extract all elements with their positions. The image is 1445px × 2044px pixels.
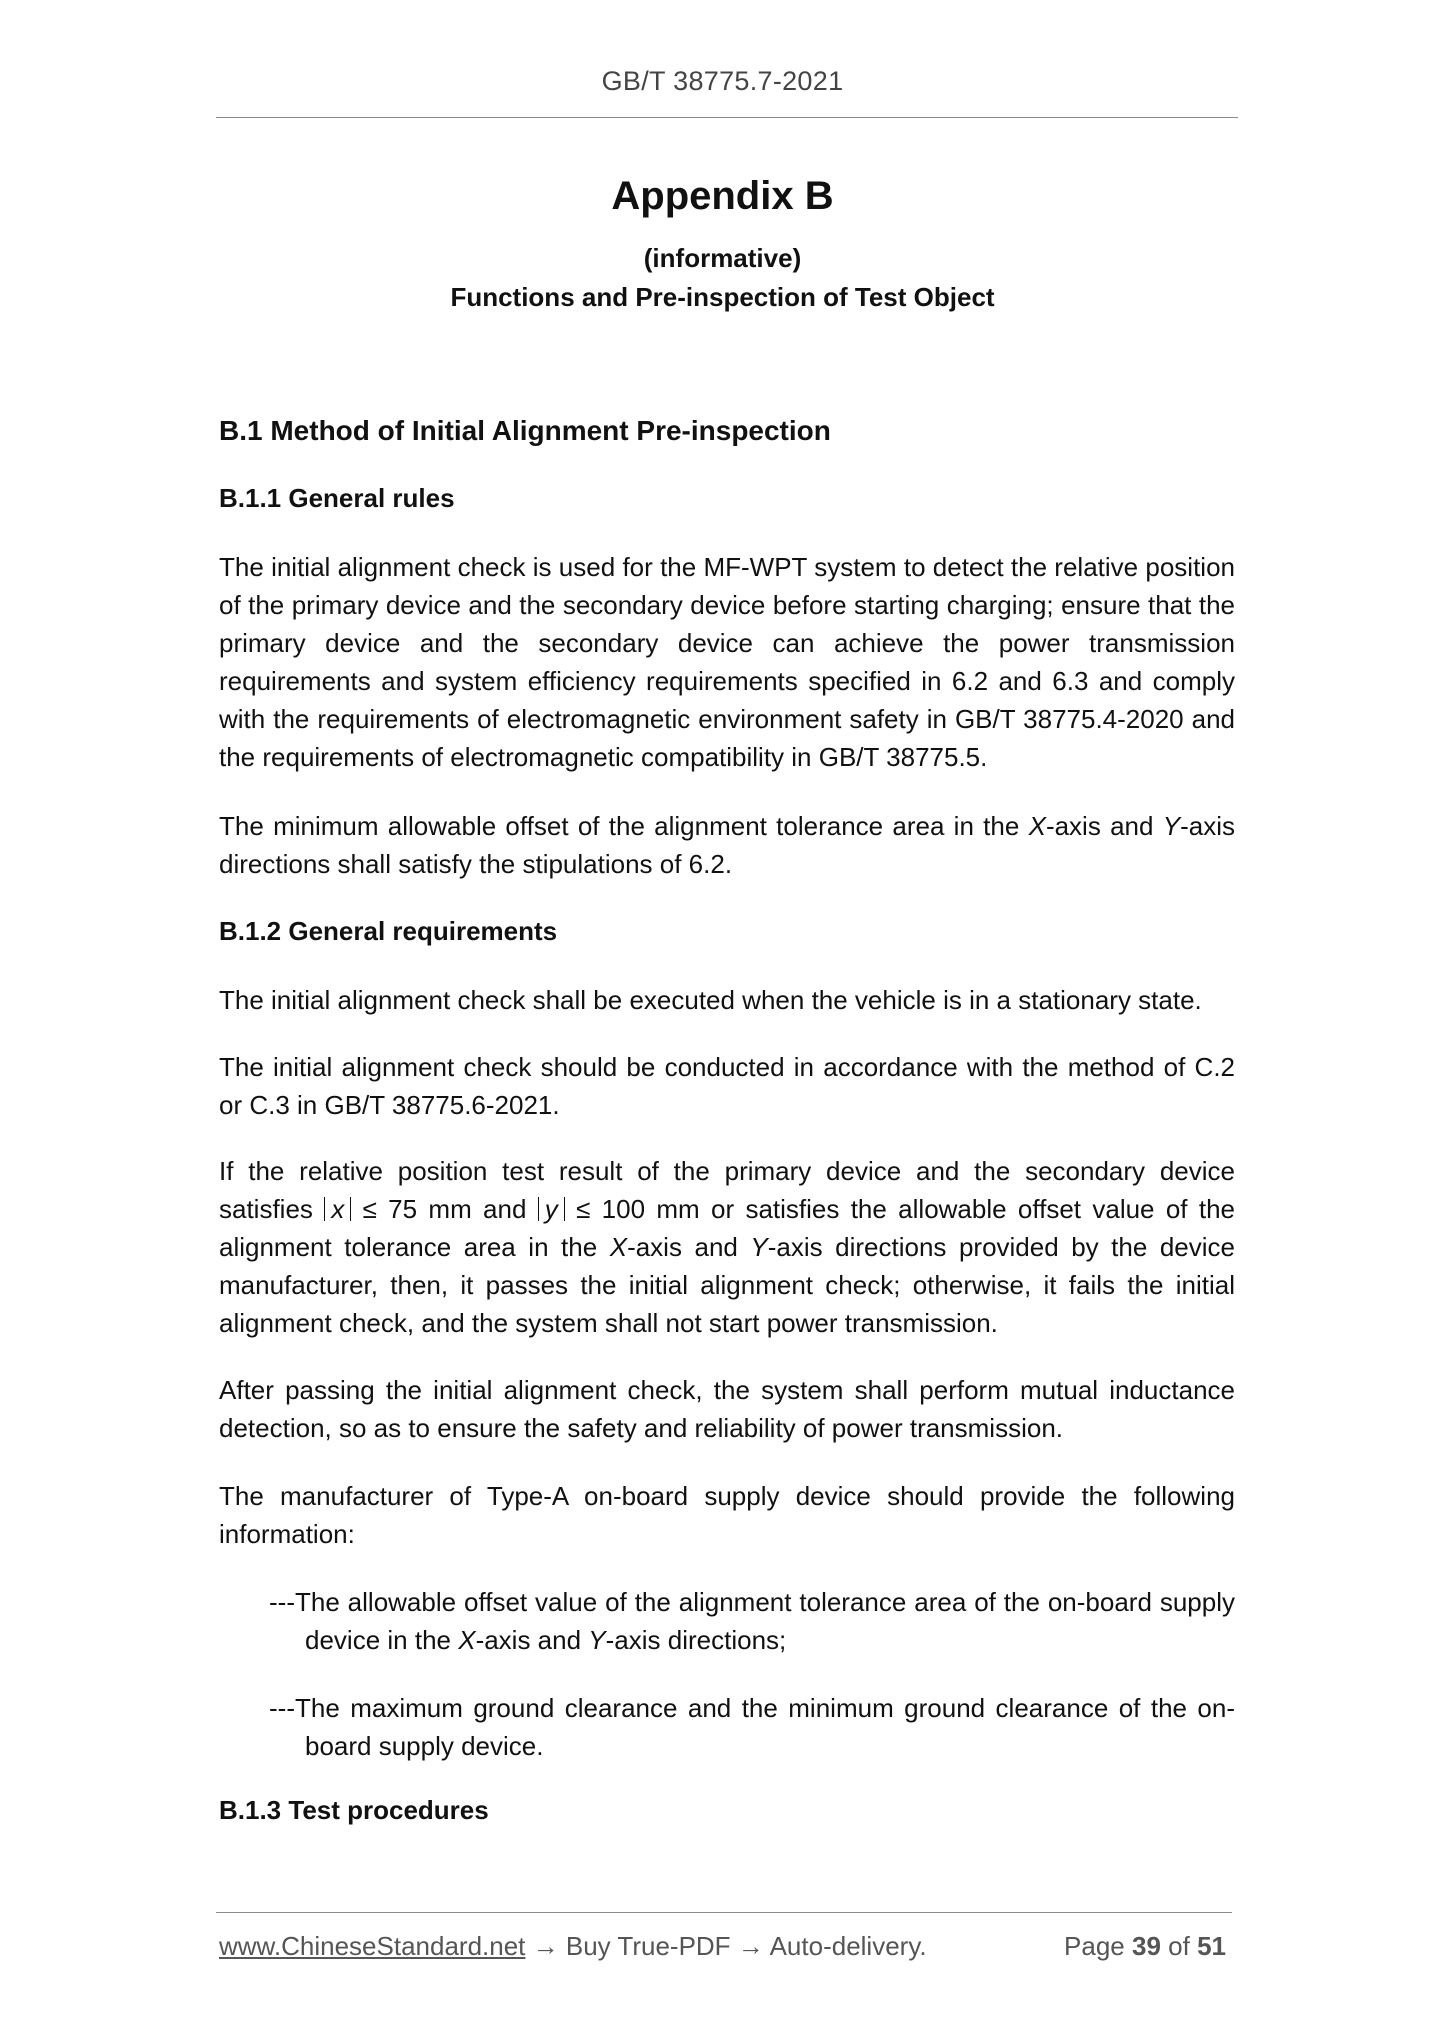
paragraph: After passing the initial alignment check, the system shall perform mutual inductance detection, so as to ensure the safety and reliability of power transmission.	[219, 1375, 1235, 1443]
text: ---The allowable offset value of the alignment tolerance area of the on-board supply device in the	[269, 1587, 1235, 1655]
paragraph	[219, 807, 1235, 883]
text: -axis and	[475, 1625, 589, 1655]
appendix-title: Appendix B	[611, 174, 834, 218]
paragraph: The initial alignment check is used for the MF-WPT system to detect the relative position of the primary device and the secondary device before starting charging; ensure that the primary device and the secondary device can achieve the power transmission requirements and system efficiency requirements specified in 6.2 and 6.3 and comply with the requirements of electromagnetic environment safety in GB/T 38775.4-2020 and the requirements of electromagnetic compatibility in GB/T 38775.5.	[219, 552, 1235, 772]
text: -axis and	[1045, 811, 1163, 841]
paragraph: The manufacturer of Type-A on-board supply device should provide the following information:	[219, 1481, 1235, 1549]
section-b12-heading: B.1.2 General requirements	[219, 916, 558, 946]
axis-x: X	[609, 1232, 628, 1262]
list-item: ---The maximum ground clearance and the minimum ground clearance of the on-board supply device.	[269, 1693, 1235, 1761]
text: The minimum allowable offset of the alignment tolerance area in the	[219, 811, 1029, 841]
page-label: Page	[1064, 1931, 1125, 1961]
list-item	[269, 1583, 1235, 1659]
axis-y: Y	[750, 1232, 768, 1262]
appendix-subtitle: Functions and Pre-inspection of Test Object	[450, 282, 995, 312]
axis-y: Y	[1162, 811, 1181, 841]
axis-x: X	[458, 1625, 476, 1655]
section-b1-heading: B.1 Method of Initial Alignment Pre-inspection	[219, 415, 831, 446]
page-number: 39	[1132, 1931, 1161, 1961]
header-rule	[216, 117, 1238, 118]
delivery-text: Auto-delivery.	[769, 1931, 927, 1961]
text: ≤ 100 mm or satisfies the allowable offset value of the alignment tolerance area in the	[219, 1194, 1235, 1262]
section-b13-heading: B.1.3 Test procedures	[219, 1795, 489, 1825]
text: -axis and	[627, 1232, 751, 1262]
page-total: 51	[1197, 1931, 1226, 1961]
text: -axis directions shall satisfy the stipulations of 6.2.	[219, 811, 1235, 879]
abs-y: y	[538, 1197, 565, 1221]
arrow-right-icon: →	[525, 1931, 566, 1961]
text: -axis directions provided by the device manufacturer, then, it passes the initial alignment check; otherwise, it fails the initial alignment check, and the system shall not start power transmission.	[219, 1232, 1235, 1338]
footer-rule	[216, 1912, 1232, 1913]
axis-y: Y	[588, 1625, 606, 1655]
paragraph: The initial alignment check shall be executed when the vehicle is in a stationary state.	[219, 985, 1202, 1015]
site-link[interactable]: www.ChineseStandard.net	[219, 1931, 526, 1961]
section-b11-heading: B.1.1 General rules	[219, 483, 455, 513]
appendix-type: (informative)	[643, 243, 802, 273]
text: ≤ 75 mm and	[351, 1194, 538, 1224]
text: If the relative position test result of the primary device and the secondary device satisfies	[219, 1156, 1235, 1224]
text: -axis directions;	[605, 1625, 787, 1655]
axis-x: X	[1028, 811, 1046, 841]
header-code: GB/T 38775.7-2021	[601, 66, 844, 96]
of-label: of	[1168, 1931, 1190, 1961]
page-indicator	[1064, 1931, 1226, 1962]
paragraph	[219, 1152, 1235, 1342]
footer	[219, 1931, 1232, 1962]
paragraph: The initial alignment check should be conducted in accordance with the method of C.2 or C.3 in GB/T 38775.6-2021.	[219, 1052, 1235, 1120]
buy-link-text: Buy True-PDF	[565, 1931, 731, 1961]
abs-x: x	[324, 1197, 351, 1221]
arrow-right-icon: →	[730, 1931, 770, 1961]
